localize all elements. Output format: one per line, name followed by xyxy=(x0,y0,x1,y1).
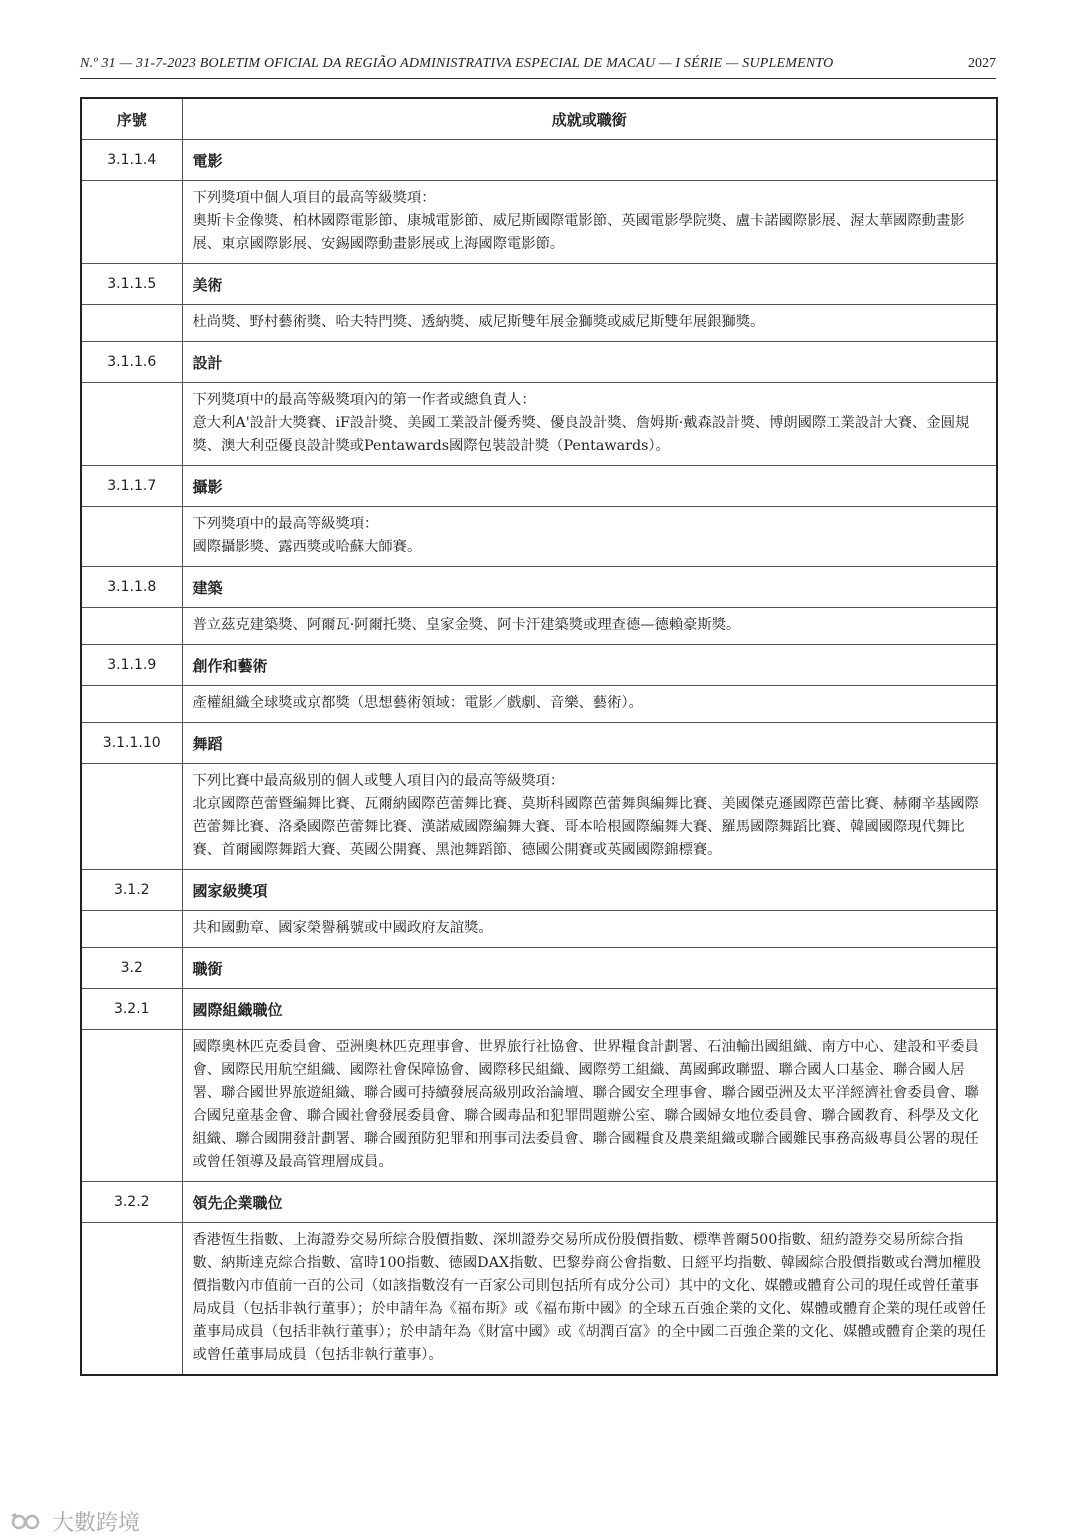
row-number: 3.2 xyxy=(81,948,182,989)
row-number: 3.1.1.8 xyxy=(81,567,182,608)
row-number: 3.1.1.10 xyxy=(81,723,182,764)
table-row xyxy=(81,264,997,305)
table-row xyxy=(81,870,997,911)
row-description xyxy=(182,383,997,466)
description-paragraph: 奧斯卡金像獎、柏林國際電影節、康城電影節、威尼斯國際電影節、英國電影學院獎、盧卡諾國際影展、渥太華國際動畫影展、東京國際影展、安錫國際動畫影展或上海國際電影節。 xyxy=(192,213,965,252)
row-number: 3.1.1.9 xyxy=(81,645,182,686)
description-paragraph: 香港恆生指數、上海證券交易所綜合股價指數、深圳證券交易所成份股價指數、標準普爾500指數、紐約證券交易所綜合指數、納斯達克綜合指數、富時100指數、德國DAX指數、巴黎券商公會指數、日經平均指數、韓國綜合股價指數或台灣加權股價指數內市值前一百的公司（如該指數沒有一百家公司則包括所有成分公司）其中的文化、媒體或體育公司的現任或曾任董事局成員（包括非執行董事）；於申請年為《福布斯》或《福布斯中國》的全球五百強企業的文化、媒體或體育企業的現任或曾任董事局成員（包括非執行董事）；於申請年為《財富中國》或《胡潤百富》的全中國二百強企業的文化、媒體或體育企業的現任或曾任董事局成員（包括非執行董事）。 xyxy=(192,1232,986,1363)
empty-cell xyxy=(81,181,182,264)
row-description xyxy=(182,1030,997,1182)
description-paragraph: 國際攝影獎、露西獎或哈蘇大師賽。 xyxy=(192,539,422,555)
empty-cell xyxy=(81,383,182,466)
row-description xyxy=(182,608,997,645)
row-title: 攝影 xyxy=(182,466,997,507)
table-row xyxy=(81,948,997,989)
watermark-logo-icon xyxy=(10,1512,46,1532)
table-row-body xyxy=(81,383,997,466)
row-number: 3.1.2 xyxy=(81,870,182,911)
description-paragraph: 下列獎項中個人項目的最高等級獎項： xyxy=(192,190,436,206)
empty-cell xyxy=(81,1030,182,1182)
row-description xyxy=(182,181,997,264)
description-paragraph: 下列比賽中最高級別的個人或雙人項目內的最高等級獎項： xyxy=(192,773,565,789)
description-paragraph: 下列獎項中的最高等級獎項： xyxy=(192,516,379,532)
row-description xyxy=(182,507,997,567)
column-header-number: 序號 xyxy=(81,98,182,140)
row-title: 建築 xyxy=(182,567,997,608)
table-row-body xyxy=(81,1030,997,1182)
column-header-achievement: 成就或職銜 xyxy=(182,98,997,140)
row-description xyxy=(182,764,997,870)
description-paragraph: 北京國際芭蕾暨編舞比賽、瓦爾納國際芭蕾舞比賽、莫斯科國際芭蕾舞與編舞比賽、美國傑克遜國際芭蕾比賽、赫爾辛基國際芭蕾舞比賽、洛桑國際芭蕾舞比賽、漢諾威國際編舞大賽、哥本哈根國際編舞大賽、羅馬國際舞蹈比賽、韓國國際現代舞比賽、首爾國際舞蹈大賽、英國公開賽、黑池舞蹈節、德國公開賽或英國國際錦標賽。 xyxy=(192,796,979,858)
row-title: 舞蹈 xyxy=(182,723,997,764)
row-title: 創作和藝術 xyxy=(182,645,997,686)
description-paragraph: 意大利A'設計大獎賽、iF設計獎、美國工業設計優秀獎、優良設計獎、詹姆斯·戴森設計獎、博朗國際工業設計大賽、金圓規獎、澳大利亞優良設計獎或Pentawards國際包裝設計獎（Pentawards）。 xyxy=(192,415,970,454)
row-number: 3.1.1.6 xyxy=(81,342,182,383)
row-description xyxy=(182,686,997,723)
table-row-body xyxy=(81,1223,997,1376)
description-paragraph: 產權組織全球獎或京都獎（思想藝術領域：電影／戲劇、音樂、藝術）。 xyxy=(192,695,643,711)
row-title: 電影 xyxy=(182,140,997,181)
table-row-body xyxy=(81,608,997,645)
row-number: 3.1.1.5 xyxy=(81,264,182,305)
row-title: 設計 xyxy=(182,342,997,383)
table-row xyxy=(81,342,997,383)
watermark-text: 大數跨境 xyxy=(52,1511,141,1536)
row-description xyxy=(182,911,997,948)
table-row-body xyxy=(81,911,997,948)
row-description xyxy=(182,1223,997,1376)
empty-cell xyxy=(81,911,182,948)
page-header xyxy=(80,52,996,79)
table-row xyxy=(81,466,997,507)
empty-cell xyxy=(81,507,182,567)
empty-cell xyxy=(81,305,182,342)
table-row-body xyxy=(81,305,997,342)
empty-cell xyxy=(81,686,182,723)
table-row xyxy=(81,645,997,686)
table-row-body xyxy=(81,507,997,567)
table-row xyxy=(81,989,997,1030)
row-title: 職銜 xyxy=(182,948,997,989)
empty-cell xyxy=(81,608,182,645)
table-row xyxy=(81,1182,997,1223)
row-title: 國家級獎項 xyxy=(182,870,997,911)
table-row xyxy=(81,140,997,181)
empty-cell xyxy=(81,764,182,870)
achievements-table xyxy=(80,97,998,1376)
table-row xyxy=(81,723,997,764)
row-number: 3.2.1 xyxy=(81,989,182,1030)
description-paragraph: 杜尚獎、野村藝術獎、哈夫特門獎、透納獎、威尼斯雙年展金獅獎或威尼斯雙年展銀獅獎。 xyxy=(192,314,765,330)
row-number: 3.1.1.4 xyxy=(81,140,182,181)
row-title: 領先企業職位 xyxy=(182,1182,997,1223)
table-row-body xyxy=(81,686,997,723)
empty-cell xyxy=(81,1223,182,1376)
header-text: N.º 31 — 31-7-2023 BOLETIM OFICIAL DA REGIÃO ADMINISTRATIVA ESPECIAL DE MACAU — I SÉRIE — SUPLEMENTO xyxy=(80,56,834,71)
description-paragraph: 國際奧林匹克委員會、亞洲奧林匹克理事會、世界旅行社協會、世界糧食計劃署、石油輸出國組織、南方中心、建設和平委員會、國際民用航空組織、國際社會保障協會、國際移民組織、國際勞工組織、萬國郵政聯盟、聯合國人口基金、聯合國人居署、聯合國世界旅遊組織、聯合國可持續發展高級別政治論壇、聯合國安全理事會、聯合國亞洲及太平洋經濟社會委員會、聯合國兒童基金會、聯合國社會發展委員會、聯合國毒品和犯罪問題辦公室、聯合國婦女地位委員會、聯合國教育、科學及文化組織、聯合國開發計劃署、聯合國預防犯罪和刑事司法委員會、聯合國糧食及農業組織或聯合國難民事務高級專員公署的現任或曾任領導及最高管理層成員。 xyxy=(192,1039,979,1170)
row-number: 3.2.2 xyxy=(81,1182,182,1223)
row-number: 3.1.1.7 xyxy=(81,466,182,507)
table-body xyxy=(81,140,997,1376)
table-header-row xyxy=(81,98,997,140)
table-row xyxy=(81,567,997,608)
description-paragraph: 下列獎項中的最高等級獎項內的第一作者或總負責人： xyxy=(192,392,536,408)
row-title: 國際組織職位 xyxy=(182,989,997,1030)
row-description xyxy=(182,305,997,342)
description-paragraph: 共和國勳章、國家榮譽稱號或中國政府友誼獎。 xyxy=(192,920,493,936)
row-title: 美術 xyxy=(182,264,997,305)
watermark xyxy=(10,1506,140,1537)
table-row-body xyxy=(81,181,997,264)
description-paragraph: 普立茲克建築獎、阿爾瓦·阿爾托獎、皇家金獎、阿卡汗建築獎或理查德—德賴豪斯獎。 xyxy=(192,617,741,633)
table-row-body xyxy=(81,764,997,870)
page-number: 2027 xyxy=(968,56,996,71)
